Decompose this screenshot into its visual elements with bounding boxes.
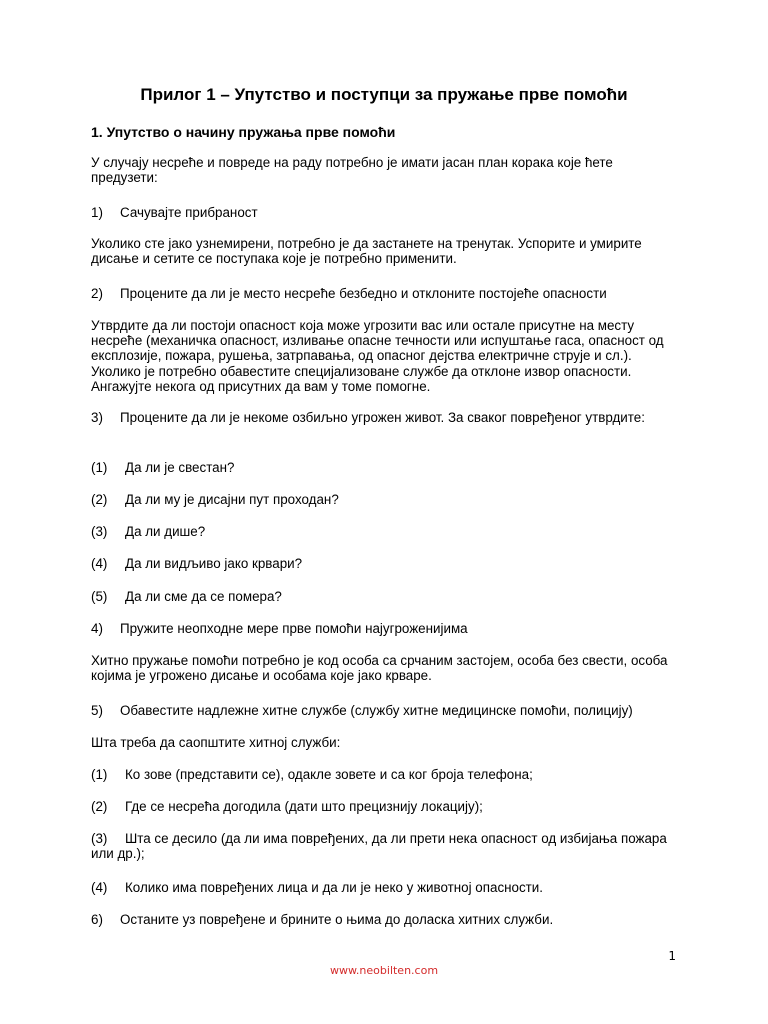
report-number: (2) [91,799,108,814]
report-text: Шта се десило (да ли има повређених, да ли прети нека опасност од избијања пожара или др.); [91,831,667,862]
step-number: 2) [91,286,103,301]
step-text: Процените да ли је некоме озбиљно угрожен живот. За сваког повређеног утврдите: [120,410,645,425]
question-number: (4) [91,556,108,571]
footer-link[interactable]: www.neobilten.com [329,964,439,977]
check-question-2 [91,492,691,507]
step-6 [91,912,691,927]
step-number: 5) [91,703,103,718]
question-text: Да ли дише? [125,524,206,539]
intro-paragraph: У случају несреће и повреде на раду потребно је имати јасан план корака које ћете предузети: [91,155,613,186]
step-4 [91,621,691,636]
step-number: 4) [91,621,103,636]
report-intro: Шта треба да саопштите хитној служби: [91,735,341,750]
question-text: Да ли видљиво јако крвари? [125,556,303,571]
step-number: 6) [91,912,103,927]
report-item-1 [91,767,691,782]
check-question-4 [91,556,691,571]
report-text: Где се несрећа догодила (дати што прецизнију локацију); [125,799,483,814]
section-heading: 1. Упутство о начину пружања прве помоћи [91,124,396,140]
question-text: Да ли сме да се помера? [125,589,282,604]
step-text: Пружите неопходне мере прве помоћи најугроженијима [120,621,468,636]
step-text: Обавестите надлежне хитне службе (службу хитне медицинске помоћи, полицију) [120,703,633,718]
step-2-paragraph: Утврдите да ли постоји опасност која може угрозити вас или остале присутне на месту несреће (механичка опасност, изливање опасне течности или испуштање гаса, опасност од експлозије, пожара, рушења, затрпавања, од опасног дејства електричне струје и сл.). Уколико је потребно обавестите специјализоване службе да отклоне извор опасности. Ангажујте некога од присутних да вам у томе помогне. [91,318,664,394]
question-number: (2) [91,492,108,507]
step-number: 1) [91,205,103,220]
step-text: Процените да ли је место несреће безбедно и отклоните постојеће опасности [120,286,607,301]
step-3 [91,410,671,425]
step-text: Сачувајте прибраност [120,205,258,220]
question-number: (3) [91,524,108,539]
report-item-4 [91,880,691,895]
step-4-paragraph: Хитно пружање помоћи потребно је код особа са срчаним застојем, особа без свести, особа којима је угрожено дисање и особама које јако крваре. [91,653,668,684]
check-question-1 [91,460,691,475]
step-1-paragraph: Уколико сте јако узнемирени, потребно је да застанете на тренутак. Успорите и умирите дисање и сетите се поступака које је потребно применити. [91,236,642,267]
report-number: (3) [91,831,108,846]
check-question-3 [91,524,691,539]
check-question-5 [91,589,691,604]
question-text: Да ли му је дисајни пут проходан? [125,492,339,507]
step-5 [91,703,691,718]
report-text: Ко зове (представити се), одакле зовете и са ког броја телефона; [125,767,533,782]
report-text: Колико има повређених лица и да ли је неко у животној опасности. [125,880,544,895]
report-number: (4) [91,880,108,895]
question-number: (1) [91,460,108,475]
step-1 [91,205,691,220]
step-number: 3) [91,410,103,425]
page-number: 1 [668,949,676,963]
report-item-3 [91,831,676,861]
report-item-2 [91,799,691,814]
step-text: Останите уз повређене и брините о њима до доласка хитних служби. [120,912,554,927]
question-number: (5) [91,589,108,604]
question-text: Да ли је свестан? [125,460,235,475]
step-2 [91,286,691,301]
report-number: (1) [91,767,108,782]
document-title: Прилог 1 – Упутство и поступци за пружање прве помоћи [140,85,628,104]
